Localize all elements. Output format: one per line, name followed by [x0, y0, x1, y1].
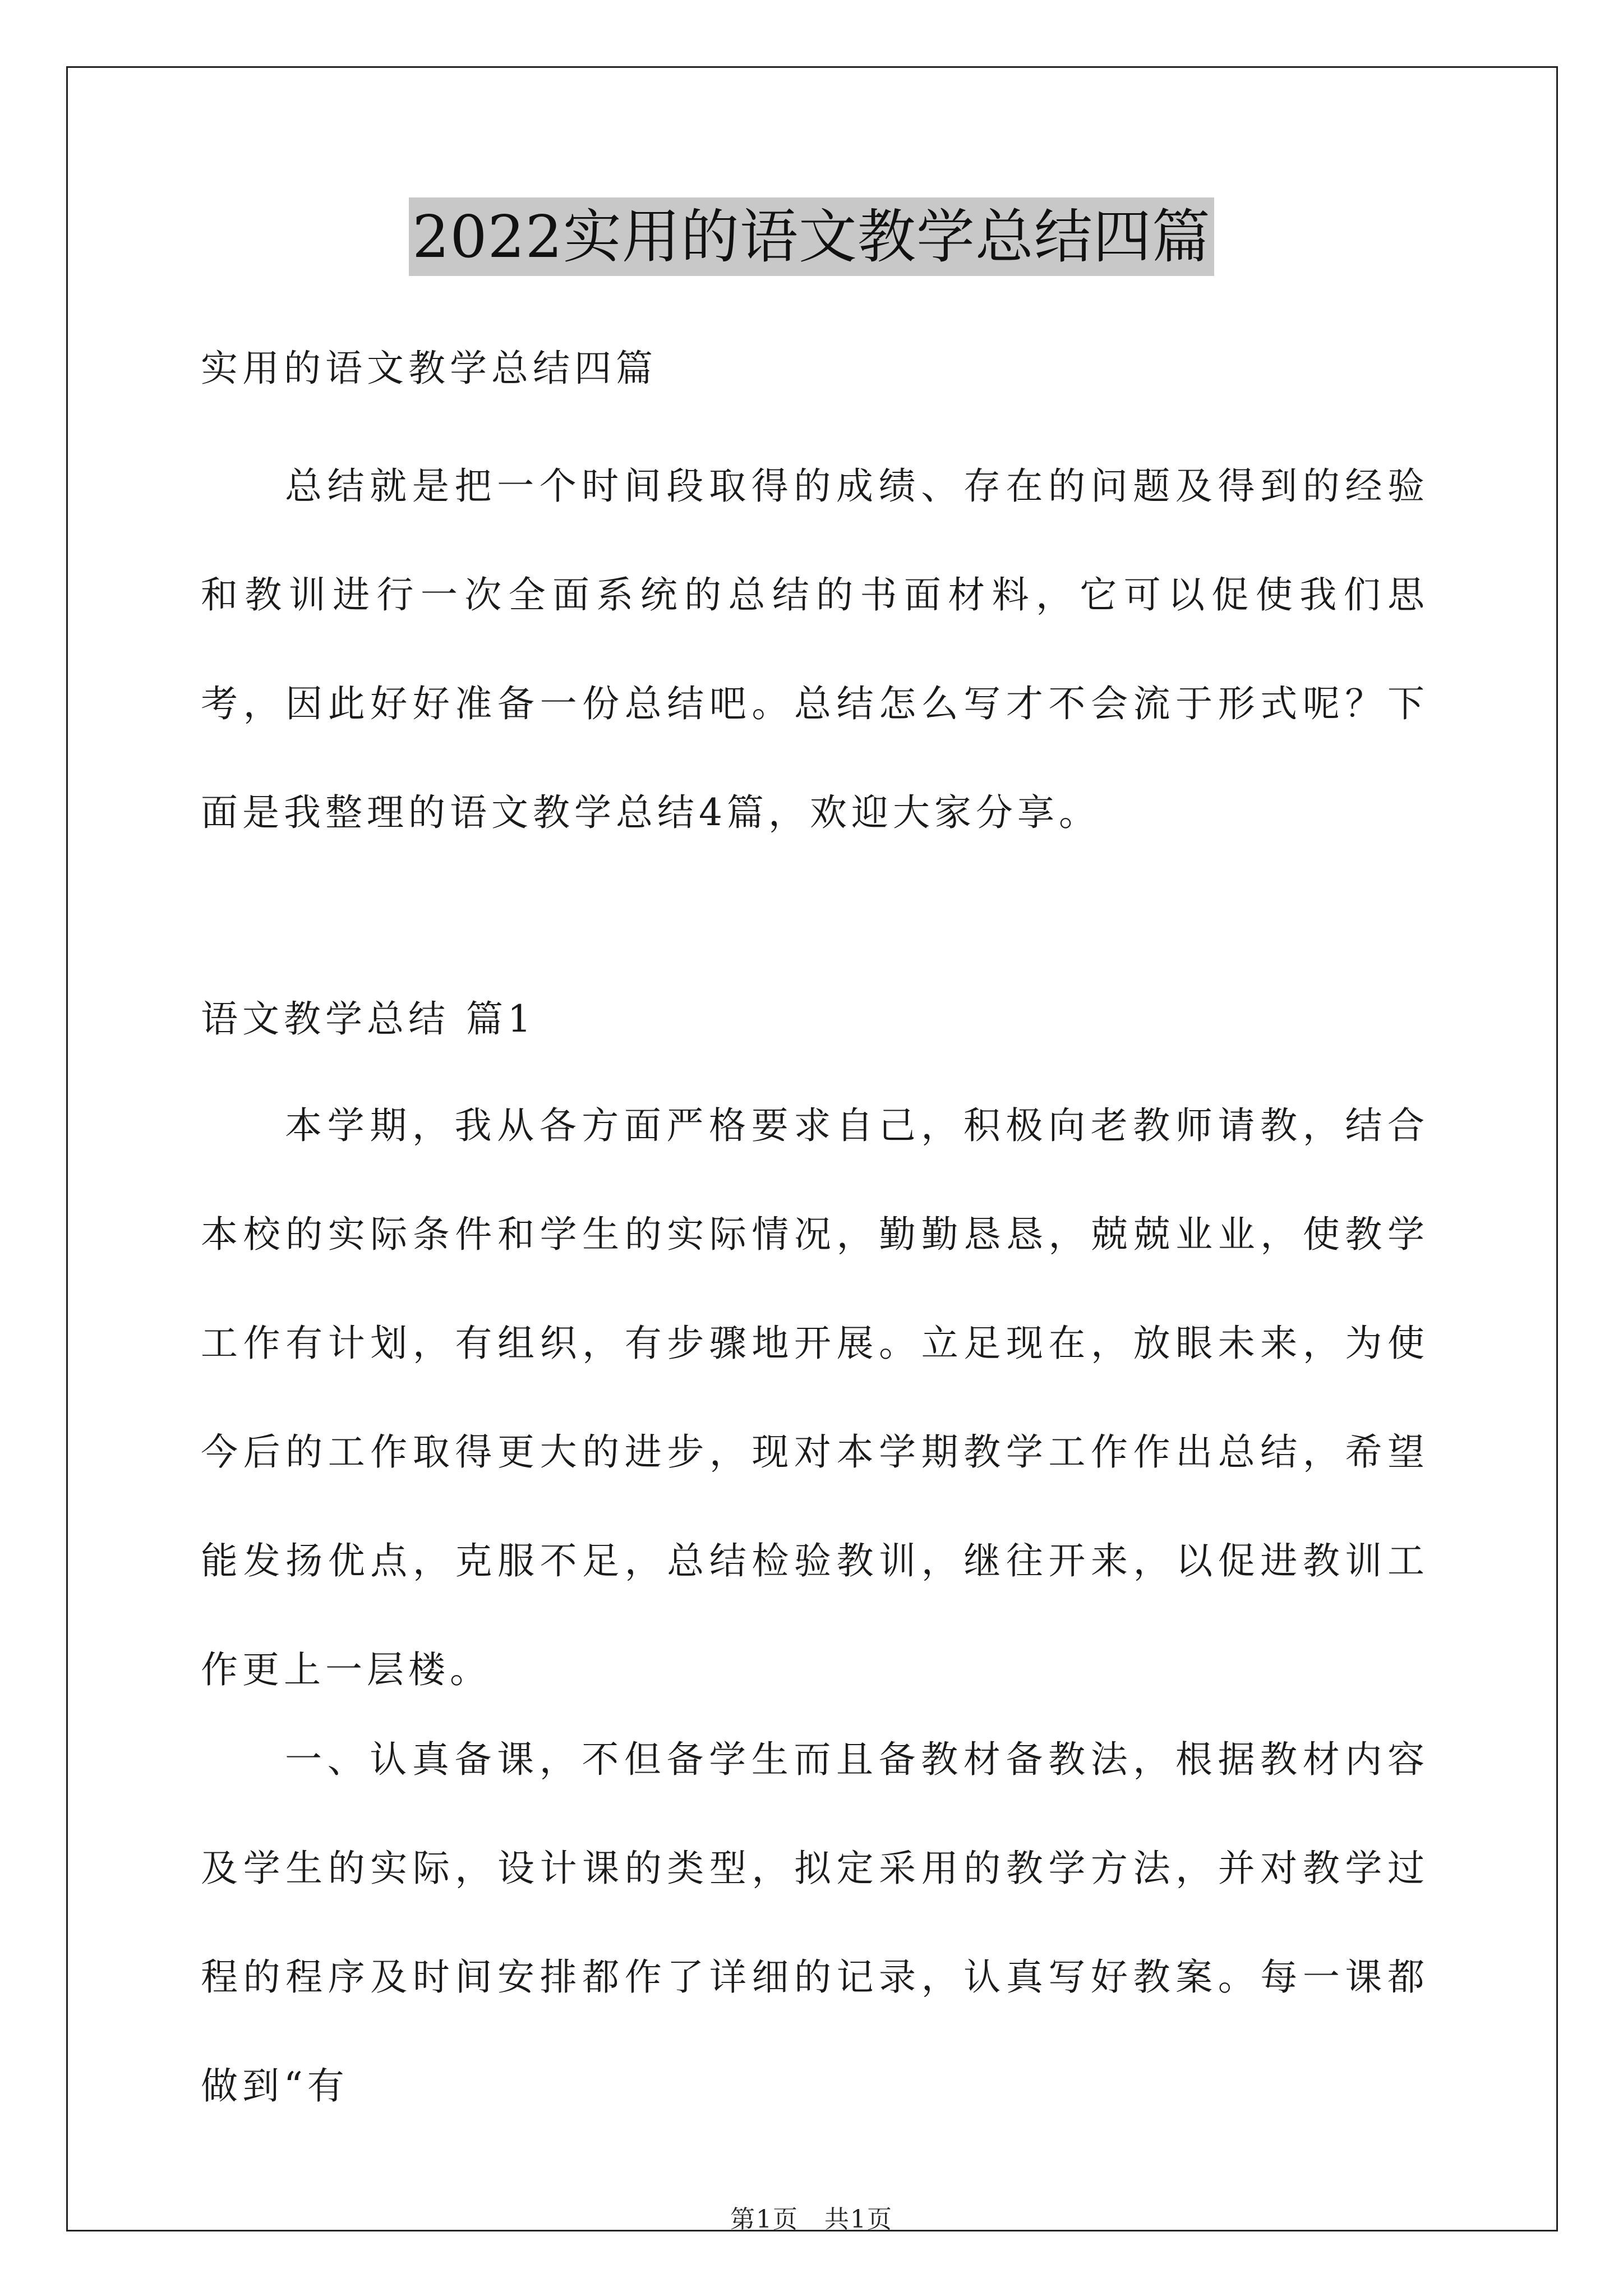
subtitle-block [201, 314, 1429, 423]
section-1-block-2 [201, 1705, 1429, 2141]
intro-block [201, 432, 1429, 867]
section-paragraph: 一、认真备课，不但备学生而且备教材备教法，根据教材内容及学生的实际，设计课的类型，拟定采用的教学方法，并对教学过程的程序及时间安排都作了详细的记录，认真写好教案。每一课都做到“有 [201, 1738, 1429, 2108]
intro-paragraph: 总结就是把一个时间段取得的成绩、存在的问题及得到的经验和教训进行一次全面系统的总结的书面材料，它可以促使我们思考，因此好好准备一份总结吧。总结怎么写才不会流于形式呢？下面是我整理的语文教学总结4篇，欢迎大家分享。 [201, 464, 1429, 834]
document-title-block [0, 197, 1623, 276]
page-footer: 第1页 共1页 [730, 2205, 893, 2234]
document-title: 2022实用的语文教学总结四篇 [409, 197, 1214, 276]
subtitle: 实用的语文教学总结四篇 [201, 347, 657, 390]
section-1-block [201, 1071, 1429, 1724]
section-paragraph: 本学期，我从各方面严格要求自己，积极向老教师请教，结合本校的实际条件和学生的实际情况，勤勤恳恳，兢兢业业，使教学工作有计划，有组织，有步骤地开展。立足现在，放眼未来，为使今后的工作取得更大的进步，现对本学期教学工作作出总结，希望能发扬优点，克服不足，总结检验教训，继往开来，以促进教训工作更上一层楼。 [201, 1104, 1429, 1691]
section-heading: 语文教学总结 篇1 [201, 997, 536, 1041]
section-heading-block [201, 965, 1429, 1074]
